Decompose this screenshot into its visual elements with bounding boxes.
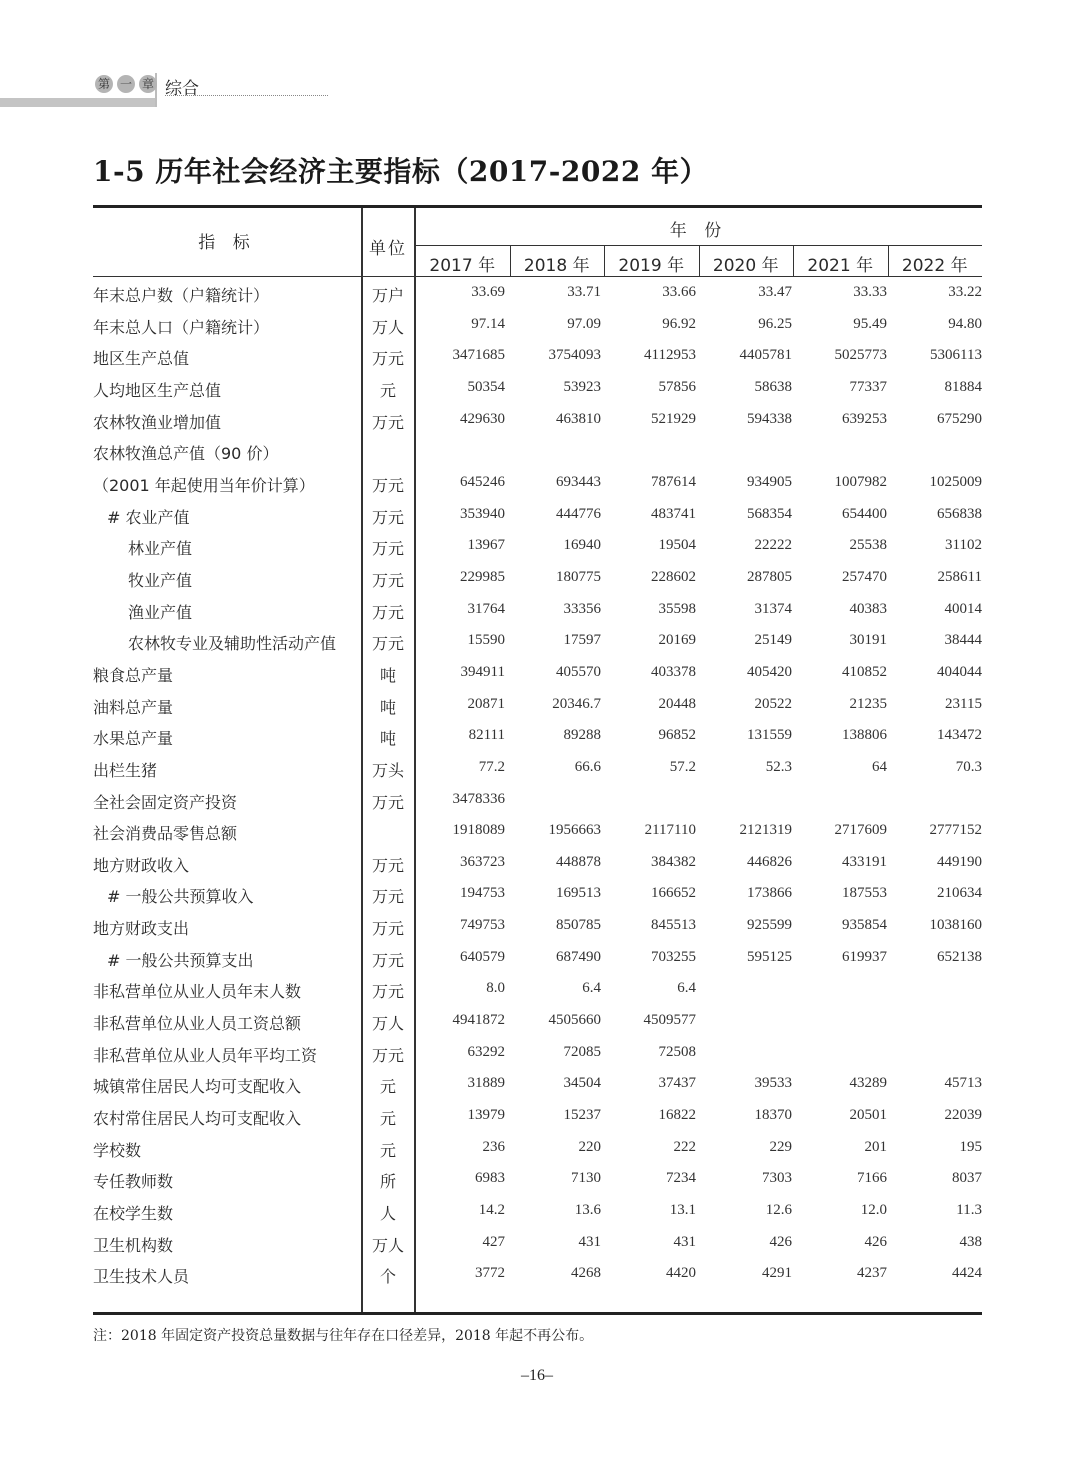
- unit-cell: 万元: [371, 919, 404, 939]
- table-row: [93, 279, 982, 311]
- indicator-name: 非私营单位从业人员工资总额: [93, 1014, 302, 1034]
- value-cell: 595125: [747, 948, 792, 965]
- value-cell: 228602: [651, 568, 696, 585]
- value-cell: 89288: [563, 727, 601, 744]
- value-cell: 7166: [857, 1170, 887, 1187]
- value-cell: 31374: [754, 600, 792, 617]
- unit-cell: 万元: [371, 602, 404, 622]
- chapter-bar: [0, 98, 156, 107]
- unit-cell: 万人: [371, 1235, 404, 1255]
- value-cell: 845513: [651, 917, 696, 934]
- table-row: [93, 849, 982, 881]
- value-cell: 405420: [747, 663, 792, 680]
- indicator-name: 粮食总产量: [93, 665, 174, 685]
- footnote: 注：2018 年固定资产投资总量数据与往年存在口径差异，2018 年起不再公布。: [93, 1328, 594, 1344]
- table-row: [93, 722, 982, 754]
- value-cell: 33.47: [758, 284, 792, 300]
- indicator-name: 地区生产总值: [93, 349, 190, 369]
- indicator-name: # 农业产值: [107, 507, 190, 527]
- indicator-name: 社会消费品零售总额: [93, 824, 238, 844]
- table-row: [93, 501, 982, 533]
- value-cell: 34504: [563, 1075, 601, 1092]
- value-cell: 4509577: [643, 1012, 696, 1029]
- chapter-title: 综合: [165, 79, 199, 99]
- table-row: [93, 469, 982, 501]
- table-row: [93, 311, 982, 343]
- value-cell: 640579: [460, 948, 505, 965]
- indicator-name: 年末总人口（户籍统计）: [93, 317, 270, 337]
- value-cell: 4505660: [548, 1012, 601, 1029]
- table-bottom-rule: [93, 1312, 982, 1315]
- value-cell: 187553: [842, 885, 887, 902]
- unit-cell: 万户: [371, 286, 404, 305]
- table-row: [93, 817, 982, 849]
- unit-cell: 吨: [379, 697, 396, 717]
- value-cell: 353940: [460, 505, 505, 522]
- indicator-name: 农林牧专业及辅助性活动产值: [128, 634, 337, 654]
- indicator-name: 人均地区生产总值: [93, 380, 222, 400]
- value-cell: 97.14: [471, 315, 505, 332]
- value-cell: 4941872: [452, 1012, 505, 1029]
- value-cell: 703255: [651, 948, 696, 965]
- value-cell: 33.66: [662, 284, 696, 300]
- value-cell: 96.25: [758, 315, 792, 332]
- value-cell: 448878: [556, 853, 601, 870]
- value-cell: 45713: [944, 1075, 982, 1092]
- header-year: 2019 年: [618, 256, 685, 276]
- unit-cell: 万元: [371, 982, 404, 1002]
- value-cell: 4237: [857, 1265, 887, 1282]
- value-cell: 3772: [475, 1265, 505, 1282]
- value-cell: 787614: [651, 473, 696, 490]
- value-cell: 37437: [658, 1075, 696, 1092]
- value-cell: 8.0: [486, 980, 505, 997]
- value-cell: 96852: [658, 727, 696, 744]
- indicator-name: 渔业产值: [128, 602, 193, 622]
- value-cell: 14.2: [478, 1202, 505, 1219]
- unit-cell: 万元: [371, 412, 404, 432]
- value-cell: 25538: [849, 537, 887, 554]
- value-cell: 39533: [754, 1075, 792, 1092]
- value-cell: 31102: [945, 537, 982, 554]
- value-cell: 15237: [563, 1107, 601, 1124]
- value-cell: 363723: [460, 853, 505, 870]
- indicator-name: 卫生机构数: [93, 1235, 174, 1255]
- indicator-name: 水果总产量: [93, 729, 174, 749]
- value-cell: 13967: [467, 537, 505, 554]
- value-cell: 21235: [849, 695, 887, 712]
- value-cell: 20169: [658, 632, 696, 649]
- table-row: [93, 1134, 982, 1166]
- value-cell: 426: [864, 1233, 887, 1250]
- value-cell: 2117110: [644, 822, 696, 839]
- value-cell: 138806: [842, 727, 887, 744]
- value-cell: 195: [959, 1138, 982, 1155]
- indicator-name: 农村常住居民人均可支配收入: [93, 1109, 302, 1129]
- page-title: 1-5 历年社会经济主要指标（2017-2022 年）: [93, 155, 709, 188]
- unit-cell: 万元: [371, 634, 404, 654]
- value-cell: 20501: [849, 1107, 887, 1124]
- indicator-name: 地方财政收入: [93, 855, 190, 875]
- value-cell: 6.4: [582, 980, 601, 997]
- table-row: [93, 880, 982, 912]
- value-cell: 4112953: [644, 347, 696, 364]
- indicator-name: 地方财政支出: [93, 919, 190, 939]
- indicator-name: # 一般公共预算支出: [107, 950, 254, 970]
- value-cell: 12.0: [860, 1202, 887, 1219]
- value-cell: 652138: [937, 948, 982, 965]
- value-cell: 749753: [460, 917, 505, 934]
- unit-cell: 万元: [371, 507, 404, 527]
- value-cell: 1956663: [548, 822, 601, 839]
- value-cell: 3754093: [548, 347, 601, 364]
- value-cell: 31764: [467, 600, 505, 617]
- value-cell: 236: [482, 1138, 505, 1155]
- value-cell: 22222: [754, 537, 792, 554]
- value-cell: 431: [578, 1233, 601, 1250]
- indicator-name: 学校数: [93, 1140, 142, 1160]
- table-row: [93, 532, 982, 564]
- value-cell: 693443: [556, 473, 601, 490]
- value-cell: 31889: [467, 1075, 505, 1092]
- value-cell: 639253: [842, 410, 887, 427]
- value-cell: 131559: [747, 727, 792, 744]
- indicator-name: 专任教师数: [93, 1172, 174, 1192]
- value-cell: 96.92: [662, 315, 696, 332]
- value-cell: 33.71: [567, 284, 601, 300]
- unit-cell: 万元: [371, 475, 404, 495]
- value-cell: 82111: [468, 727, 505, 744]
- unit-cell: 万人: [371, 1014, 404, 1034]
- header-year: 2021 年: [807, 256, 874, 276]
- value-cell: 1918089: [452, 822, 505, 839]
- table-row: [93, 786, 982, 818]
- table-row: [93, 437, 982, 469]
- indicator-name: 卫生技术人员: [93, 1267, 190, 1287]
- indicator-name: # 一般公共预算收入: [107, 887, 254, 907]
- value-cell: 18370: [754, 1107, 792, 1124]
- value-cell: 194753: [460, 885, 505, 902]
- value-cell: 426: [769, 1233, 792, 1250]
- table-row: [93, 1039, 982, 1071]
- table-row: [93, 342, 982, 374]
- value-cell: 81884: [944, 378, 982, 395]
- value-cell: 229: [769, 1138, 792, 1155]
- value-cell: 463810: [556, 410, 601, 427]
- value-cell: 180775: [556, 568, 601, 585]
- unit-cell: 万元: [371, 855, 404, 875]
- table-row: [93, 596, 982, 628]
- value-cell: 4420: [666, 1265, 696, 1282]
- value-cell: 5025773: [834, 347, 887, 364]
- unit-cell: 万元: [371, 539, 404, 559]
- value-cell: 431: [673, 1233, 696, 1250]
- value-cell: 201: [864, 1138, 887, 1155]
- value-cell: 645246: [460, 473, 505, 490]
- page-number: –16–: [521, 1367, 553, 1384]
- value-cell: 52.3: [765, 758, 792, 775]
- value-cell: 72508: [658, 1043, 696, 1060]
- table-row: [93, 944, 982, 976]
- value-cell: 594338: [747, 410, 792, 427]
- indicator-name: 年末总户数（户籍统计）: [93, 286, 270, 305]
- value-cell: 38444: [944, 632, 982, 649]
- chapter-dotted-rule: [165, 95, 328, 96]
- value-cell: 4291: [762, 1265, 792, 1282]
- table-row: [93, 659, 982, 691]
- value-cell: 17597: [563, 632, 601, 649]
- header-bottom-rule: [93, 276, 982, 277]
- table-row: [93, 1102, 982, 1134]
- unit-cell: 吨: [379, 729, 396, 749]
- value-cell: 7234: [666, 1170, 696, 1187]
- value-cell: 13.6: [574, 1202, 601, 1219]
- table-row: [93, 754, 982, 786]
- value-cell: 568354: [747, 505, 792, 522]
- value-cell: 3478336: [452, 790, 505, 807]
- value-cell: 97.09: [567, 315, 601, 332]
- unit-cell: 人: [379, 1204, 396, 1224]
- indicator-name: 全社会固定资产投资: [93, 792, 238, 812]
- value-cell: 40014: [944, 600, 982, 617]
- value-cell: 63292: [467, 1043, 505, 1060]
- value-cell: 483741: [651, 505, 696, 522]
- value-cell: 7130: [571, 1170, 601, 1187]
- header-indicator: 指 标: [198, 233, 256, 253]
- indicator-name: （2001 年起使用当年价计算）: [93, 475, 315, 495]
- value-cell: 394911: [460, 663, 505, 680]
- table-row: [93, 691, 982, 723]
- table-row: [93, 1197, 982, 1229]
- value-cell: 656838: [937, 505, 982, 522]
- chapter-badges: [95, 75, 157, 93]
- value-cell: 2121319: [739, 822, 792, 839]
- value-cell: 446826: [747, 853, 792, 870]
- value-cell: 687490: [556, 948, 601, 965]
- value-cell: 1038160: [929, 917, 982, 934]
- value-cell: 40383: [849, 600, 887, 617]
- value-cell: 72085: [563, 1043, 601, 1060]
- value-cell: 2717609: [834, 822, 887, 839]
- value-cell: 53923: [563, 378, 601, 395]
- indicator-name: 农林牧渔业增加值: [93, 412, 222, 432]
- header-year: 2022 年: [901, 256, 968, 276]
- value-cell: 675290: [937, 410, 982, 427]
- value-cell: 77337: [849, 378, 887, 395]
- indicator-name: 牧业产值: [128, 570, 193, 590]
- value-cell: 16822: [658, 1107, 696, 1124]
- value-cell: 403378: [651, 663, 696, 680]
- value-cell: 173866: [747, 885, 792, 902]
- value-cell: 33.33: [853, 284, 887, 300]
- unit-cell: 万元: [371, 1045, 404, 1065]
- value-cell: 57856: [658, 378, 696, 395]
- value-cell: 11.3: [956, 1202, 982, 1219]
- chapter-badge: 第: [95, 75, 113, 93]
- value-cell: 7303: [762, 1170, 792, 1187]
- unit-cell: 吨: [379, 665, 396, 685]
- header-year: 2018 年: [523, 256, 590, 276]
- indicator-name: 林业产值: [128, 539, 193, 559]
- value-cell: 169513: [556, 885, 601, 902]
- indicator-name: 农林牧渔总产值（90 价）: [93, 444, 279, 464]
- value-cell: 33.22: [948, 284, 982, 300]
- value-cell: 20346.7: [552, 695, 601, 712]
- value-cell: 6983: [475, 1170, 505, 1187]
- value-cell: 935854: [842, 917, 887, 934]
- table-row: [93, 975, 982, 1007]
- value-cell: 427: [482, 1233, 505, 1250]
- value-cell: 850785: [556, 917, 601, 934]
- value-cell: 654400: [842, 505, 887, 522]
- table-row: [93, 1229, 982, 1261]
- table-row: [93, 406, 982, 438]
- unit-cell: 所: [379, 1172, 396, 1192]
- value-cell: 2777152: [929, 822, 982, 839]
- value-cell: 220: [578, 1138, 601, 1155]
- value-cell: 33356: [563, 600, 601, 617]
- value-cell: 934905: [747, 473, 792, 490]
- unit-cell: 万元: [371, 950, 404, 970]
- chapter-badge: 章: [139, 75, 157, 93]
- value-cell: 619937: [842, 948, 887, 965]
- value-cell: 77.2: [478, 758, 505, 775]
- value-cell: 229985: [460, 568, 505, 585]
- value-cell: 64: [872, 758, 887, 775]
- value-cell: 5306113: [930, 347, 982, 364]
- unit-cell: 万元: [371, 570, 404, 590]
- value-cell: 50354: [467, 378, 505, 395]
- value-cell: 13.1: [669, 1202, 696, 1219]
- value-cell: 70.3: [955, 758, 982, 775]
- unit-cell: 万元: [371, 349, 404, 369]
- unit-cell: 元: [379, 1140, 396, 1160]
- unit-cell: 元: [379, 1077, 396, 1097]
- unit-cell: 个: [379, 1267, 396, 1287]
- value-cell: 4268: [571, 1265, 601, 1282]
- value-cell: 13979: [467, 1107, 505, 1124]
- value-cell: 95.49: [853, 315, 887, 332]
- value-cell: 3471685: [452, 347, 505, 364]
- unit-cell: 万元: [371, 792, 404, 812]
- value-cell: 20522: [754, 695, 792, 712]
- value-cell: 58638: [754, 378, 792, 395]
- table-row: [93, 1070, 982, 1102]
- value-cell: 287805: [747, 568, 792, 585]
- table-body: [93, 279, 982, 1292]
- value-cell: 22039: [944, 1107, 982, 1124]
- value-cell: 410852: [842, 663, 887, 680]
- chapter-badge: 一: [117, 75, 135, 93]
- value-cell: 433191: [842, 853, 887, 870]
- value-cell: 15590: [467, 632, 505, 649]
- value-cell: 4405781: [739, 347, 792, 364]
- header-year: 2017 年: [429, 256, 496, 276]
- value-cell: 1025009: [929, 473, 982, 490]
- value-cell: 258611: [937, 568, 982, 585]
- value-cell: 33.69: [471, 284, 505, 300]
- value-cell: 257470: [842, 568, 887, 585]
- indicator-name: 出栏生猪: [93, 760, 158, 780]
- value-cell: 166652: [651, 885, 696, 902]
- unit-cell: 元: [379, 1109, 396, 1129]
- table-row: [93, 627, 982, 659]
- value-cell: 57.2: [669, 758, 696, 775]
- value-cell: 12.6: [765, 1202, 792, 1219]
- value-cell: 444776: [556, 505, 601, 522]
- value-cell: 6.4: [677, 980, 696, 997]
- indicator-name: 油料总产量: [93, 697, 174, 717]
- indicator-name: 在校学生数: [93, 1204, 174, 1224]
- value-cell: 16940: [563, 537, 601, 554]
- value-cell: 20448: [658, 695, 696, 712]
- value-cell: 925599: [747, 917, 792, 934]
- value-cell: 25149: [754, 632, 792, 649]
- value-cell: 1007982: [834, 473, 887, 490]
- value-cell: 35598: [658, 600, 696, 617]
- value-cell: 449190: [937, 853, 982, 870]
- value-cell: 43289: [849, 1075, 887, 1092]
- value-cell: 405570: [556, 663, 601, 680]
- unit-cell: 万元: [371, 887, 404, 907]
- value-cell: 384382: [651, 853, 696, 870]
- value-cell: 429630: [460, 410, 505, 427]
- value-cell: 8037: [952, 1170, 982, 1187]
- table-top-rule: [93, 205, 982, 208]
- unit-cell: 元: [379, 380, 396, 400]
- header-years-group: 年 份: [669, 221, 728, 241]
- value-cell: 30191: [849, 632, 887, 649]
- header-unit: 单位: [369, 239, 407, 259]
- value-cell: 94.80: [948, 315, 982, 332]
- value-cell: 66.6: [574, 758, 601, 775]
- value-cell: 23115: [945, 695, 982, 712]
- value-cell: 19504: [658, 537, 696, 554]
- table-row: [93, 1165, 982, 1197]
- unit-cell: 万人: [371, 317, 404, 337]
- value-cell: 210634: [937, 885, 982, 902]
- value-cell: 20871: [467, 695, 505, 712]
- indicator-name: 非私营单位从业人员年平均工资: [93, 1045, 318, 1065]
- header-year: 2020 年: [712, 256, 779, 276]
- value-cell: 404044: [937, 663, 982, 680]
- value-cell: 438: [959, 1233, 982, 1250]
- table-row: [93, 1007, 982, 1039]
- value-cell: 4424: [952, 1265, 982, 1282]
- indicator-name: 城镇常住居民人均可支配收入: [93, 1077, 302, 1097]
- table-row: [93, 564, 982, 596]
- value-cell: 521929: [651, 410, 696, 427]
- indicator-name: 非私营单位从业人员年末人数: [93, 982, 302, 1002]
- table-row: [93, 374, 982, 406]
- value-cell: 222: [673, 1138, 696, 1155]
- table-row: [93, 912, 982, 944]
- table-row: [93, 1260, 982, 1292]
- unit-cell: 万头: [371, 760, 404, 780]
- value-cell: 143472: [937, 727, 982, 744]
